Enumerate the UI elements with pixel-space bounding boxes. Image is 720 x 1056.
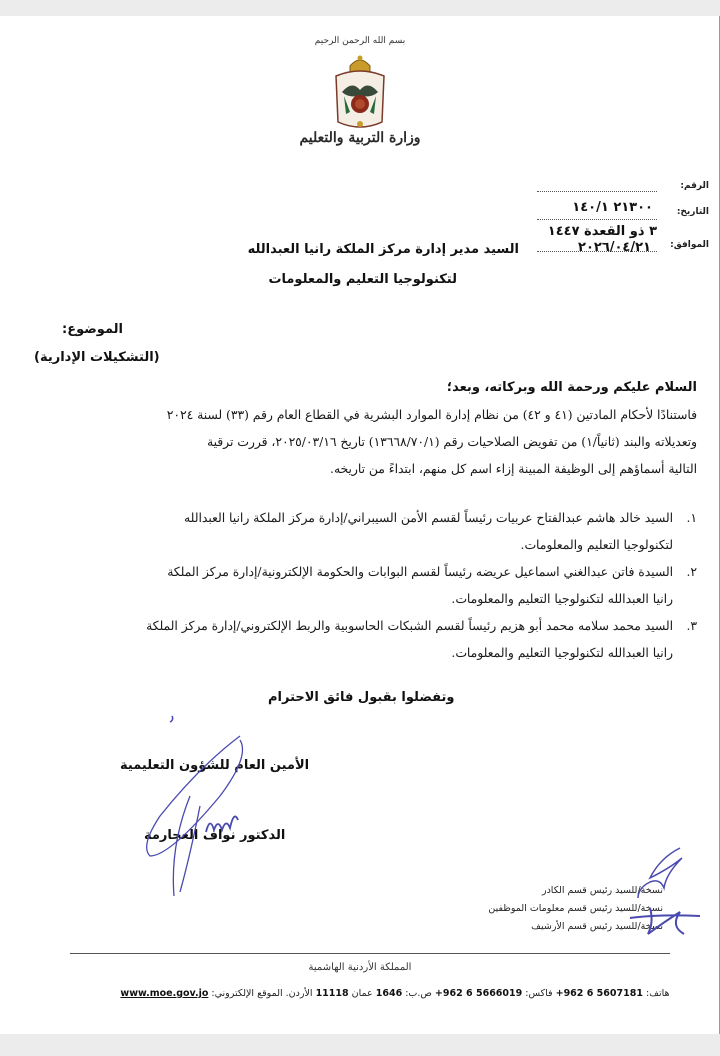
- ref-hijri-row: [548, 220, 657, 239]
- addressee-line-1: السيد مدير إدارة مركز الملكة رانيا العبدالله: [247, 242, 519, 257]
- subject-value: (التشكيلات الإدارية): [34, 350, 160, 365]
- city: عمان: [351, 988, 373, 999]
- viewer-bottom-bar: [0, 1034, 720, 1056]
- phone-label: هاتف:: [645, 988, 670, 999]
- list-item: [27, 613, 697, 667]
- list-item-line-1: السيد محمد سلامه محمد أبو هزيم رئيساً لقسم الشبكات الحاسوبية والربط الإلكتروني/إدارة مركز الملكة: [146, 619, 673, 633]
- jordan-coat-of-arms-icon: [328, 52, 392, 134]
- initials-signature-icon: [620, 838, 710, 938]
- website-label: الموقع الإلكتروني:: [211, 988, 283, 999]
- pobox-label: ص.ب:: [405, 988, 432, 999]
- copy-recipient: نسخة/للسيد رئيس قسم معلومات الموظفين: [488, 903, 663, 914]
- list-item: [27, 559, 697, 613]
- pobox-number: 1646: [375, 988, 403, 999]
- website-link[interactable]: www.moe.gov.jo: [120, 988, 209, 999]
- ref-date-value: ٢١٣٠٠ ١٤٠/١: [572, 200, 653, 215]
- footer-divider: [70, 953, 670, 954]
- ref-gregorian-label: الموافق:: [670, 240, 709, 250]
- country-short: الأردن.: [285, 988, 313, 999]
- list-item-number: ٣.: [686, 619, 697, 633]
- list-item: [27, 505, 697, 559]
- list-item-number: ٢.: [686, 565, 697, 579]
- list-item-line-1: السيد خالد هاشم عبدالفتاح عربيات رئيساً لقسم الأمن السيبراني/إدارة مركز الملكة رانيا العبدالله: [184, 511, 673, 525]
- footer-contact: [90, 988, 700, 999]
- greeting: السلام عليكم ورحمة الله وبركاته، وبعد؛: [446, 380, 697, 395]
- order-star: [357, 121, 363, 127]
- ref-date-row: [535, 202, 713, 220]
- ref-number-line: [537, 190, 657, 192]
- fax-number: 5666019 6 962+: [434, 988, 523, 999]
- list-item-line-2: رانيا العبدالله لتكنولوجيا التعليم والمعلومات.: [451, 646, 673, 660]
- body-line: التالية أسماؤهم إلى الوظيفة المبينة إزاء اسم كل منهم، ابتداءً من تاريخه.: [330, 462, 697, 476]
- signatory-title: الأمين العام للشؤون التعليمية: [120, 758, 310, 773]
- ref-number-row: [535, 180, 713, 196]
- list-item-line-2: رانيا العبدالله لتكنولوجيا التعليم والمعلومات.: [451, 592, 673, 606]
- list-item-line-2: لتكنولوجيا التعليم والمعلومات.: [520, 538, 673, 552]
- promotion-list: [27, 505, 697, 667]
- closing-phrase: وتفضلوا بقبول فائق الاحترام: [268, 690, 455, 705]
- copy-recipient: نسخة/للسيد رئيس قسم الأرشيف: [531, 921, 663, 932]
- ref-gregorian-value: ٢٠٢٦/٠٤/٢١: [578, 240, 651, 255]
- reference-block: [535, 180, 713, 260]
- postal-code: 11118: [315, 988, 349, 999]
- list-item-line-1: السيدة فاتن عبدالغني اسماعيل عريضه رئيساً لقسم البوابات والحكومة الإلكترونية/إدارة مركز الملكة: [167, 565, 673, 579]
- footer-country: المملكة الأردنية الهاشمية: [308, 962, 412, 973]
- subject-label: الموضوع:: [62, 322, 123, 337]
- handwritten-signature-icon: [130, 706, 280, 906]
- viewer-top-bar: [0, 0, 720, 16]
- ref-date-label: التاريخ:: [676, 207, 709, 217]
- body-paragraph: [27, 402, 697, 483]
- crown-jewel: [358, 56, 363, 61]
- addressee-line-2: لتكنولوجيا التعليم والمعلومات: [268, 272, 457, 287]
- ref-hijri-value: ٣ ذو القعدة ١٤٤٧: [547, 224, 657, 239]
- ref-number-label: الرقم:: [680, 181, 709, 191]
- fax-label: فاكس:: [525, 988, 553, 999]
- phone-number: 5607181 6 962+: [555, 988, 643, 999]
- body-line: فاستنادًا لأحكام المادتين (٤١ و ٤٢) من نظام إدارة الموارد البشرية في القطاع العام رقم (٣٣) لسنة ٢٠٢٤: [166, 408, 697, 422]
- list-item-number: ١.: [686, 511, 697, 525]
- crown-shape: [350, 60, 370, 72]
- shield-inner: [355, 99, 365, 109]
- letter-page: [0, 16, 720, 1034]
- ref-gregorian-row: [535, 238, 713, 258]
- signatory-name: الدكتور نواف العجارمة: [144, 828, 286, 843]
- copy-recipient: نسخة/للسيد رئيس قسم الكادر: [541, 885, 663, 896]
- body-line: وتعديلاته والبند (ثانياً/١) من تفويض الصلاحيات رقم (١٣٦٦٨/٧٠/١) تاريخ ٢٠٢٥/٠٣/١٦، قررت ترقية: [207, 435, 697, 449]
- ministry-name: وزارة التربية والتعليم: [299, 130, 421, 146]
- basmala: بسم الله الرحمن الرحيم: [314, 36, 406, 46]
